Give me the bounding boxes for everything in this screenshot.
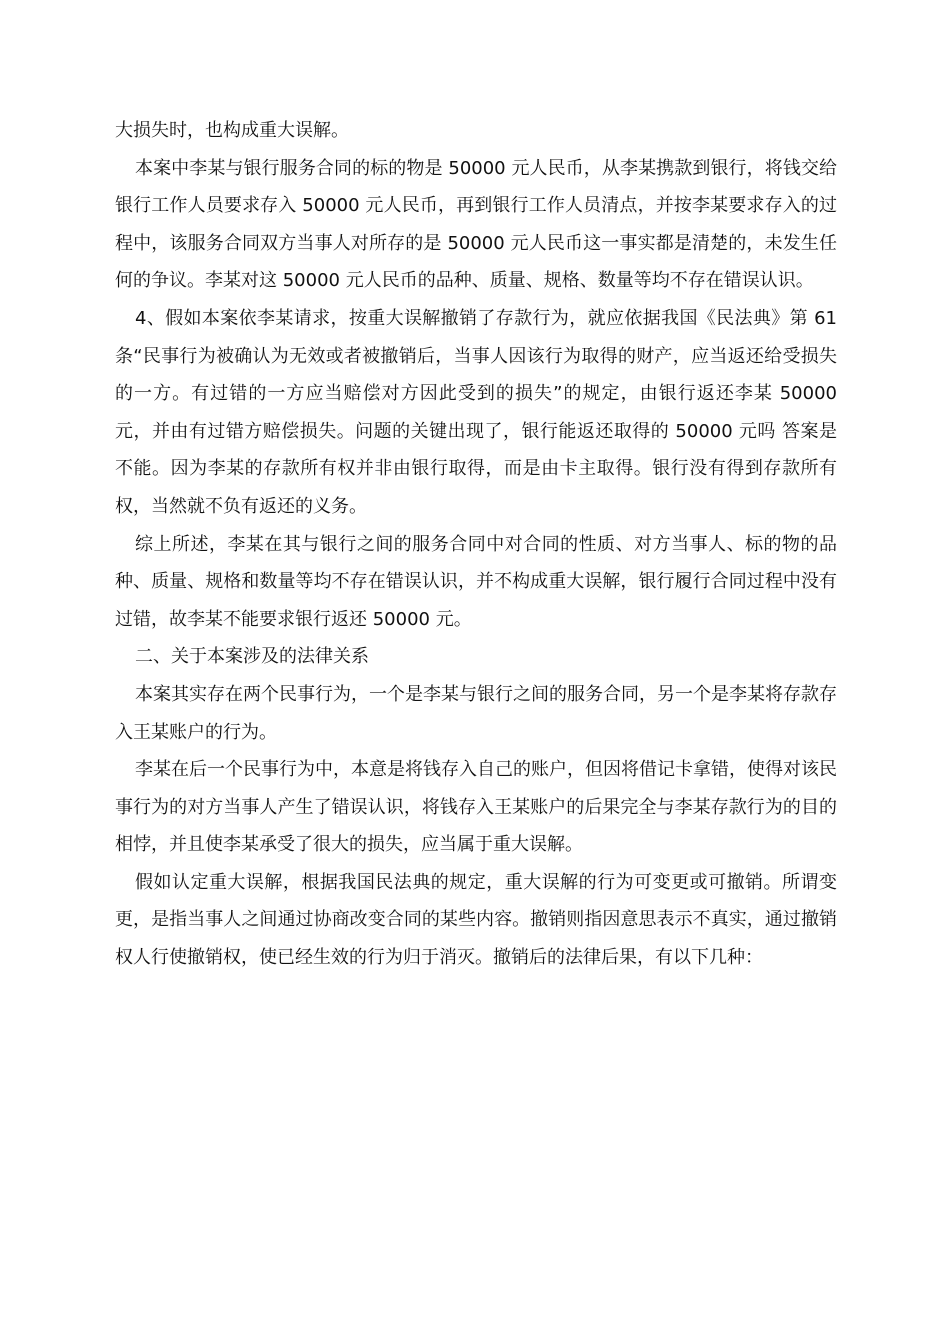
paragraph-subject-matter: 本案中李某与银行服务合同的标的物是 50000 元人民币，从李某携款到银行，将钱交给银行工作人员要求存入 50000 元人民币，再到银行工作人员清点，并按李某要求存入的过程中，该服务合同双方当事人对所存的是 50000 元人民币这一事实都是清楚的，未发生任何的争议。李某对这 50000 元人民币的品种、质量、规格、数量等均不存在错误认识。: [115, 157, 837, 292]
paragraph-summary: 综上所述，李某在其与银行之间的服务合同中对合同的性质、对方当事人、标的物的品种、质量、规格和数量等均不存在错误认识，并不构成重大误解，银行履行合同过程中没有过错，故李某不能要求银行返还 50000 元。: [115, 533, 837, 630]
document-page: [115, 112, 837, 977]
paragraph-point-4: 4、假如本案依李某请求，按重大误解撤销了存款行为，就应依据我国《民法典》第 61 条“民事行为被确认为无效或者被撤销后，当事人因该行为取得的财产，应当返还给受损失的一方。有过错的一方应当赔偿对方因此受到的损失”的规定，由银行返还李某 50000 元，并由有过错方赔偿损失。问题的关键出现了，银行能返还取得的 50000 元吗 答案是不能。因为李某的存款所有权并非由银行取得，而是由卡主取得。银行没有得到存款所有权，当然就不负有返还的义务。: [115, 307, 837, 517]
paragraph-continuation: 大损失时，也构成重大误解。: [115, 120, 349, 141]
section-heading-legal-relations: 二、关于本案涉及的法律关系: [135, 646, 369, 668]
paragraph-revocation: 假如认定重大误解，根据我国民法典的规定，重大误解的行为可变更或可撤销。所谓变更，是指当事人之间通过协商改变合同的某些内容。撤销则指因意思表示不真实，通过撤销权人行使撤销权，使已经生效的行为归于消灭。撤销后的法律后果，有以下几种：: [115, 871, 837, 969]
paragraph-two-acts: 本案其实存在两个民事行为，一个是李某与银行之间的服务合同，另一个是李某将存款存入王某账户的行为。: [115, 683, 837, 743]
paragraph-latter-act: 李某在后一个民事行为中，本意是将钱存入自己的账户，但因将借记卡拿错，使得对该民事行为的对方当事人产生了错误认识，将钱存入王某账户的后果完全与李某存款行为的目的相悖，并且使李某承受了很大的损失，应当属于重大误解。: [115, 759, 837, 856]
